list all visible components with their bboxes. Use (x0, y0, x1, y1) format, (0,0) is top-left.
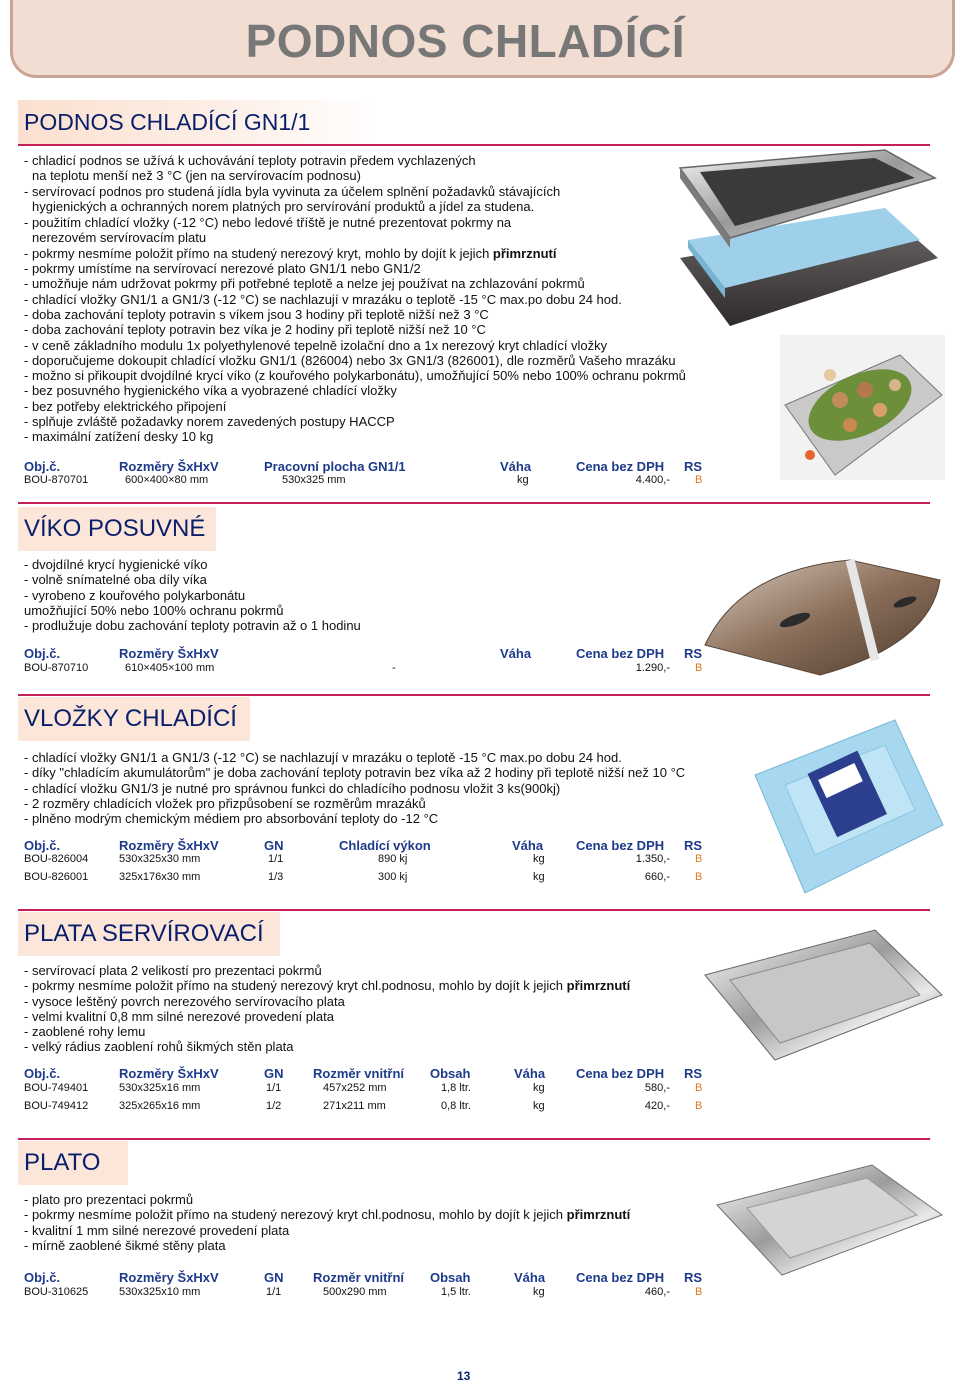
section-title-plato: PLATO (18, 1141, 128, 1185)
desc-line: - chladící vložku GN1/3 je nutné pro správnou funkci do chladícího podnosu vložit 3 ks(900kj) (24, 780, 561, 796)
order-code: BOU-870701 (24, 474, 89, 486)
col-header: Rozměry ŠxHxV (119, 646, 219, 661)
cooling-power: 890 kj (378, 853, 408, 865)
weight: kg (533, 871, 545, 883)
price: 660,- (644, 871, 670, 883)
weight: kg (533, 853, 545, 865)
desc-line: - plněno modrým chemickým médiem pro absorbování teploty do -12 °C (24, 811, 439, 827)
section-divider (18, 1138, 930, 1140)
col-header: Váha (500, 646, 532, 661)
desc-line: - vyrobeno z kouřového polykarbonátu (24, 587, 246, 603)
col-header: Rozměry ŠxHxV (119, 459, 219, 474)
food-platter-image (780, 335, 945, 480)
col-header: RS (684, 1270, 703, 1285)
desc-line: - možno si přikoupit dvojdílné krycí víko (z kouřového polykarbonátu), umožňující 50% nebo 100% ochranu pokrmů (24, 368, 686, 384)
desc-line: - prodlužuje dobu zachování teploty potravin až o 1 hodinu (24, 618, 361, 634)
weight: kg (533, 1286, 545, 1298)
desc-line (24, 1207, 630, 1222)
desc-line (24, 246, 686, 261)
rs-code: B (695, 662, 703, 674)
order-code: BOU-826001 (24, 871, 89, 883)
rs-code: B (695, 474, 703, 486)
desc-line: - chladící vložky GN1/1 a GN1/3 (-12 °C) se nachlazují v mrazáku o teplotě -15 °C max.po dobu 24 hod. (24, 750, 622, 765)
weight: kg (533, 1100, 545, 1112)
cooling-power: 300 kj (378, 871, 408, 883)
price: 460,- (644, 1286, 670, 1298)
desc-line: - bez posuvného hygienického víka a vyobrazené chladící vložky (24, 383, 397, 399)
price: 420,- (644, 1100, 670, 1112)
section-divider (18, 694, 930, 696)
lid-image (700, 550, 945, 680)
bold-word: přimrznutí (492, 245, 557, 261)
desc-line: - kvalitní 1 mm silné nerezové provedení plata (24, 1222, 290, 1238)
section-divider (18, 144, 930, 146)
vlozky-description (24, 750, 685, 826)
dimensions: 325x265x16 mm (119, 1100, 201, 1112)
desc-line: - umožňuje nám udržovat pokrmy při potřebné teplotě a nelze jej používat na zchlazování pokrmů (24, 276, 585, 292)
gn-size: 1/1 (266, 1286, 282, 1298)
desc-line: - použitím chladící vložky (-12 °C) nebo ledové tříště je nutné prezentovat pokrmy na (24, 215, 512, 231)
plata-description (24, 963, 630, 1055)
volume: 1,5 ltr. (441, 1286, 471, 1298)
col-header: GN (264, 1066, 284, 1081)
inner-dimensions: 500x290 mm (323, 1286, 387, 1298)
cooling-insert-image (745, 715, 945, 895)
col-header: Cena bez DPH (576, 646, 665, 661)
col-header: RS (684, 1066, 703, 1081)
volume: 1,8 ltr. (441, 1082, 471, 1094)
rs-code: B (695, 1082, 703, 1094)
desc-line: - doporučujeme dokoupit chladící vložku GN1/1 (826004) nebo 3x GN1/3 (826001), dle rozměrů Vašeho mrazáku (24, 352, 676, 368)
section-title-podnos: PODNOS CHLADÍCÍ GN1/1 (18, 100, 378, 144)
desc-line: - chladicí podnos se užívá k uchovávání teploty potravin předem vychlazených (24, 153, 476, 168)
gn-size: 1/1 (268, 853, 284, 865)
work-area: 530x325 mm (282, 474, 346, 486)
section-divider (18, 502, 930, 504)
work-area: - (392, 662, 396, 674)
order-code: BOU-749412 (24, 1100, 89, 1112)
weight: kg (533, 1082, 545, 1094)
dimensions: 610×405×100 mm (125, 662, 215, 674)
desc-line: - velmi kvalitní 0,8 mm silné nerezové provedení plata (24, 1008, 334, 1024)
col-header: Obsah (430, 1066, 471, 1081)
desc-line: - vysoce leštěný povrch nerezového servírovacího plata (24, 993, 345, 1009)
serving-plate-image (700, 925, 945, 1065)
plate-image (712, 1160, 945, 1280)
bold-word: přimrznutí (566, 978, 631, 994)
col-header: RS (684, 838, 703, 853)
dimensions: 600×400×80 mm (125, 474, 209, 486)
desc-line: - 2 rozměry chladících vložek pro přizpůsobení se rozměrům mrazáků (24, 795, 426, 811)
col-header: Obj.č. (24, 1066, 61, 1081)
order-code: BOU-826004 (24, 853, 89, 865)
col-header: Váha (514, 1270, 546, 1285)
col-header: Rozměr vnitřní (313, 1066, 405, 1081)
order-code: BOU-870710 (24, 662, 89, 674)
section-title-viko: VÍKO POSUVNÉ (18, 507, 216, 551)
desc-line: - mírně zaoblené šikmé stěny plata (24, 1237, 226, 1253)
section-title-vlozky: VLOŽKY CHLADÍCÍ (18, 697, 250, 741)
weight: kg (517, 474, 529, 486)
plato-description (24, 1192, 630, 1253)
col-header: Rozměry ŠxHxV (119, 838, 219, 853)
col-header: Pracovní plocha GN1/1 (264, 459, 406, 474)
rs-code: B (695, 871, 703, 883)
volume: 0,8 ltr. (441, 1100, 471, 1112)
col-header: GN (264, 838, 284, 853)
tray-stack-image (670, 148, 940, 330)
desc-line: hygienických a ochranných norem platných pro servírování produktů a jídel za studena. (32, 198, 535, 214)
col-header: Obj.č. (24, 838, 61, 853)
dimensions: 325x176x30 mm (119, 871, 201, 883)
col-header: Váha (514, 1066, 546, 1081)
desc-line: - volně snímatelné oba díly víka (24, 572, 207, 588)
col-header: Rozměr vnitřní (313, 1270, 405, 1285)
dimensions: 530x325x16 mm (119, 1082, 201, 1094)
desc-line: - doba zachování teploty potravin s víkem jsou 3 hodiny při teplotě nižší než 3 °C (24, 306, 489, 322)
desc-line: - bez potřeby elektrického připojení (24, 398, 227, 414)
dimensions: 530x325x10 mm (119, 1286, 201, 1298)
col-header: RS (684, 646, 703, 661)
col-header: Obsah (430, 1270, 471, 1285)
desc-line-text: - pokrmy nesmíme položit přímo na studený nerezový kryt chl.podnosu, mohlo by dojít k jejich (24, 978, 564, 994)
col-header: Cena bez DPH (576, 1270, 665, 1285)
desc-line: - díky "chladícím akumulátorům" je doba zachování teploty potravin bez víka až 2 hodiny při teplotě nižší než 10 °C (24, 765, 686, 781)
rs-code: B (695, 1286, 703, 1298)
desc-line: - maximální zatížení desky 10 kg (24, 429, 214, 445)
dimensions: 530x325x30 mm (119, 853, 201, 865)
col-header: Obj.č. (24, 1270, 61, 1285)
desc-line: - pokrmy umístíme na servírovací nerezové plato GN1/1 nebo GN1/2 (24, 261, 421, 277)
desc-line: nerezovém servírovacím platu (32, 230, 207, 246)
desc-line: - v ceně základního modulu 1x polyethylenové tepelně izolační dno a 1x nerezový kryt chladící vložky (24, 337, 608, 353)
podnos-description (24, 153, 686, 445)
price: 1.350,- (635, 853, 670, 865)
desc-line: - plato pro prezentaci pokrmů (24, 1192, 194, 1207)
rs-code: B (695, 1100, 703, 1112)
inner-dimensions: 271x211 mm (323, 1100, 386, 1112)
bold-word: přimrznutí (566, 1207, 631, 1223)
desc-line: - chladící vložky GN1/1 a GN1/3 (-12 °C) se nachlazují v mrazáku o teplotě -15 °C max.po dobu 24 hod. (24, 291, 622, 307)
desc-line: - servírovací plata 2 velikostí pro prezentaci pokrmů (24, 963, 322, 978)
col-header: Rozměry ŠxHxV (119, 1066, 219, 1081)
price: 580,- (644, 1082, 670, 1094)
col-header: RS (684, 459, 703, 474)
order-code: BOU-749401 (24, 1082, 89, 1094)
page-number: 13 (457, 1369, 471, 1383)
col-header: GN (264, 1270, 284, 1285)
col-header: Obj.č. (24, 646, 61, 661)
col-header: Chladící výkon (339, 838, 431, 853)
col-header: Rozměry ŠxHxV (119, 1270, 219, 1285)
page-title: PODNOS CHLADÍCÍ (245, 15, 685, 67)
rs-code: B (695, 853, 703, 865)
desc-line: na teplotu menší než 3 °C (jen na servírovacím podnosu) (32, 168, 361, 184)
desc-line: - splňuje zvláště požadavky norem zavedených postupy HACCP (24, 414, 395, 430)
col-header: Váha (500, 459, 532, 474)
order-code: BOU-310625 (24, 1286, 89, 1298)
col-header: Obj.č. (24, 459, 61, 474)
price: 1.290,- (635, 662, 670, 674)
gn-size: 1/2 (266, 1100, 282, 1112)
desc-line: - doba zachování teploty potravin bez víka je 2 hodiny při teplotě nižší než 10 °C (24, 322, 486, 338)
desc-line: - velký rádius zaoblení rohů šikmých stěn plata (24, 1039, 294, 1055)
gn-size: 1/1 (266, 1082, 282, 1094)
col-header: Cena bez DPH (576, 838, 665, 853)
price: 4.400,- (635, 474, 670, 486)
desc-line-text: - pokrmy nesmíme položit přímo na studený nerezový kryt chl.podnosu, mohlo by dojít k jejich (24, 1207, 564, 1223)
desc-line: umožňující 50% nebo 100% ochranu pokrmů (24, 602, 284, 618)
col-header: Cena bez DPH (576, 459, 665, 474)
col-header: Cena bez DPH (576, 1066, 665, 1081)
desc-line: - dvojdílné krycí hygienické víko (24, 557, 208, 572)
desc-line (24, 978, 630, 993)
desc-line: - zaoblené rohy lemu (24, 1024, 146, 1040)
inner-dimensions: 457x252 mm (323, 1082, 387, 1094)
viko-description (24, 557, 361, 633)
gn-size: 1/3 (268, 871, 284, 883)
col-header: Váha (512, 838, 544, 853)
section-title-plata: PLATA SERVÍROVACÍ (18, 912, 280, 956)
desc-line-text: - pokrmy nesmíme položit přímo na studený nerezový kryt, mohlo by dojít k jejich (24, 245, 490, 261)
desc-line: - servírovací podnos pro studená jídla byla vyvinuta za účelem splnění požadavků stávajících (24, 183, 561, 199)
section-divider (18, 909, 930, 911)
